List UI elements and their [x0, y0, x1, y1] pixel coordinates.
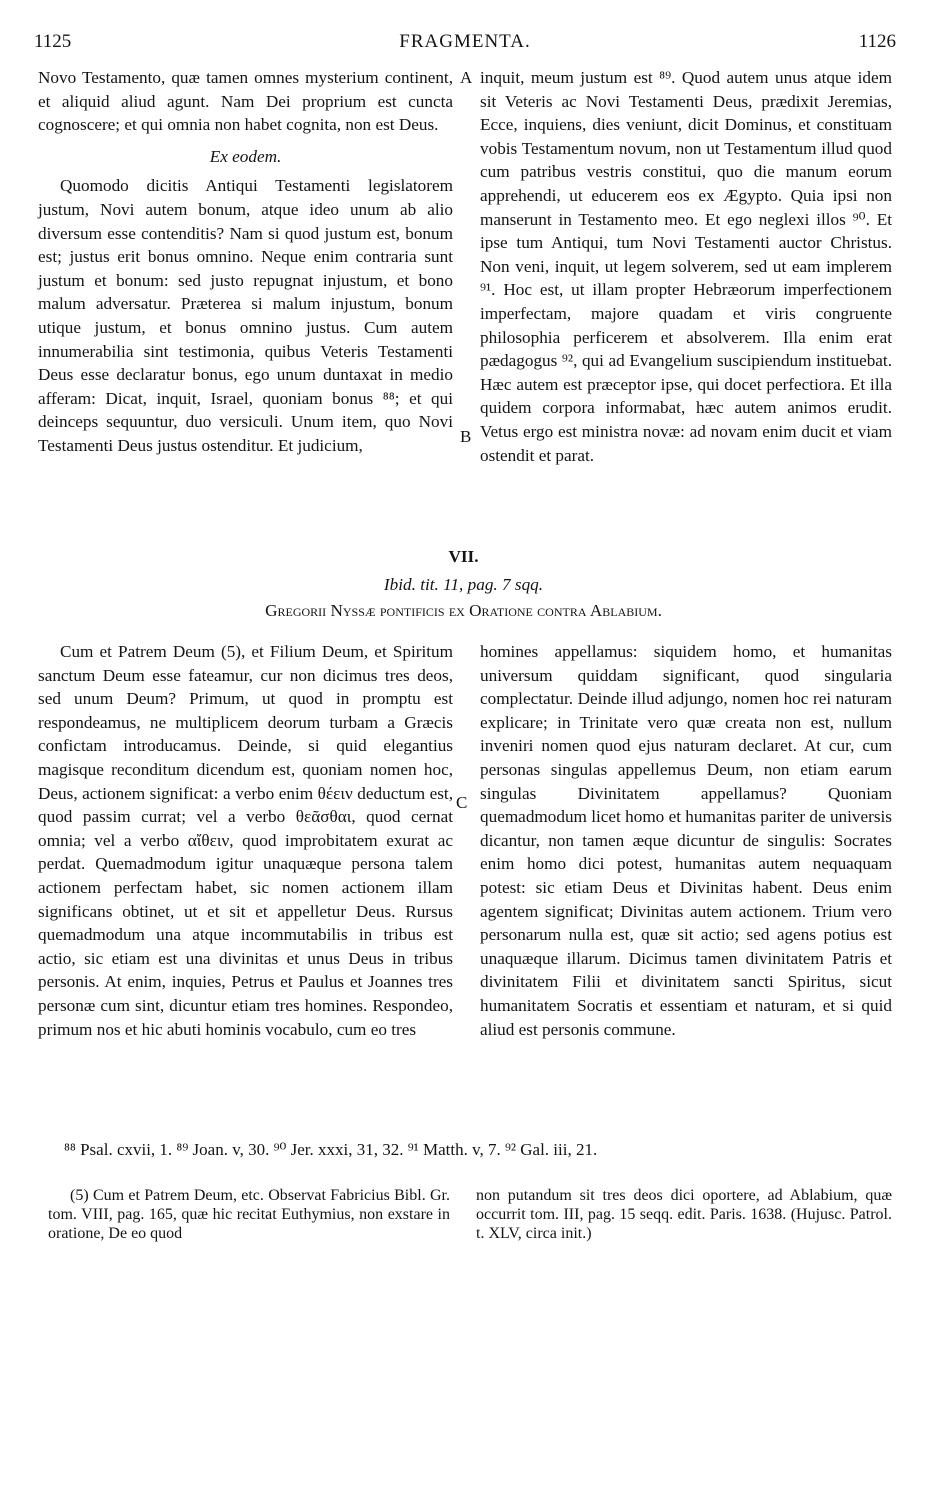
page-number-left: 1125 [34, 31, 72, 52]
page-number-right: 1126 [858, 31, 896, 52]
paragraph: Novo Testamento, quæ tamen omnes mysterium continent, et aliquid aliud agunt. Nam Dei proprium est cuncta cognoscere; et qui omnia non habet cognita, non est Deus. [38, 68, 453, 135]
footnote-left [48, 1186, 450, 1243]
left-column-bottom [38, 640, 453, 1041]
margin-marker-a: A [460, 68, 473, 87]
section-reference: Ibid. tit. 11, pag. 7 sqq. [383, 575, 544, 594]
margin-marker-c: C [456, 793, 468, 812]
footnote-text: non putandum sit tres deos dici oportere, ad Ablabium, quæ occurrit tom. III, pag. 15 seqq. edit. Paris. 1638. (Hujusc. Patrol. t. XLV, circa init.) [476, 1187, 892, 1242]
section-number: VII. [448, 547, 479, 566]
footnote-right [476, 1186, 892, 1243]
paragraph: Quomodo dicitis Antiqui Testamenti legislatorem justum, Novi autem bonum, atque ideo unum ab alio diversum esse contenditis? Nam si quod justum est, bonum est; justus erit bonus omnino. Neque enim contraria sunt justum et bonum: sed justo repugnat injustum, et bono malum adversatur. Præterea si malum injustum, bonum utique justum, et bonus omnino justus. Cum autem innumerabilia sint testimonia, quibus Veteris Testamenti Deus esse declaratur bonus, ego unum duntaxat in medio afferam: Dicat, inquit, Israel, quoniam bonus ⁸⁸; et qui deinceps sequuntur, duo versiculi. Unum item, quo Novi Testamenti Deus justus ostenditur. Et judicium, [38, 176, 453, 455]
right-column-top [480, 66, 892, 467]
paragraph: Cum et Patrem Deum (5), et Filium Deum, et Spiritum sanctum Deum esse fateamur, cur non dicimus tres deos, sed unum Deum? Primum, ut quod in promptu est respondeamus, ne multiplicem deorum turbam a Græcis confictam introducamus. Deinde, si quid elegantius magisque reconditum dicendum est, quoniam nomen hoc, Deus, actionem significat: a verbo enim θέειν deductum est, quod passim currat; vel a verbo θεᾶσθαι, quod cernat omnia; vel a verbo αἴθειν, quod improbitatem exurat ac perdat. Quemadmodum igitur unaquæque persona talem actionem perfectam habet, sic nomen actionem illam significans obtinet, ut et sit et appelletur Deus. Rursus quemadmodum una atque incommutabilis in tribus est actio, sic etiam est una divinitas et unus Deus in tribus personis. At enim, inquies, Petrus et Paulus et Joannes tres personæ cum sint, dicuntur etiam tres homines. Respondeo, primum nos et hic abuti hominis vocabulo, cum eo tres [38, 642, 453, 1039]
section-subheading: Ex eodem. [209, 146, 282, 166]
left-column-top [38, 66, 453, 458]
section-title: Gregorii Nyssæ pontificis ex Oratione contra Ablabium. [265, 601, 662, 620]
paragraph: homines appellamus: siquidem homo, et humanitas universum quiddam significant, quod singularia complectatur. Deinde illud adjungo, nomen hoc rei naturam explicare; in Trinitate vero quæ creata non est, nullum inveniri nomen quod ejus naturam declaret. At cur, cum personas singulas appellemus Deum, non etiam earum singulas Divinitatem appellamus? Quoniam quemadmodum licet homo et humanitas pariter de universis dicantur, non tamen æque dicuntur de singulis: Socrates enim homo dici potest, humanitas autem nequaquam potest: sic etiam Deus et Divinitas habent. Deus enim agentem significat; Divinitas autem actionem. Trium vero personarum nulla est, quæ sit actio; sed agens potius est unaquæque illarum. Dicimus tamen divinitatem Patris et divinitatem Filii et divinitatem sancti Spiritus, sicut humanitatem Socratis et essentiam et naturam, et si quid aliud est personis commune. [480, 642, 892, 1039]
footnote-text: (5) Cum et Patrem Deum, etc. Observat Fabricius Bibl. Gr. tom. VIII, pag. 165, quæ hic recitat Euthymius, non exstare in oratione, De eo quod [48, 1187, 450, 1242]
scripture-notes: ⁸⁸ Psal. cxvii, 1. ⁸⁹ Joan. v, 30. ⁹⁰ Jer. xxxi, 31, 32. ⁹¹ Matth. v, 7. ⁹² Gal. iii, 21. [64, 1140, 598, 1159]
margin-marker-b: B [460, 427, 472, 446]
paragraph: inquit, meum justum est ⁸⁹. Quod autem unus atque idem sit Veteris ac Novi Testamenti Deus, prædixit Jeremias, Ecce, inquiens, dies veniunt, dicit Dominus, et constituam vobis Testamentum novum, non ut Testamentum illud quod cum patribus vestris constitui, quo die manum eorum apprehendi, ut educerem eos ex Ægypto. Quia ipsi non manserunt in Testamento meo. Et ego neglexi illos ⁹⁰. Et ipse tum Antiqui, tum Novi Testamenti auctor Christus. Non veni, inquit, ut legem solverem, sed ut eam implerem ⁹¹. Hoc est, ut illam propter Hebræorum imperfectionem imperfectam, majore quadam et viris congruente philosophia perficerem et absolverem. Illa enim erat pædagogus ⁹², qui ad Evangelium suscipiendum instituebat. Hæc autem est præceptor ipse, qui docet perfectiora. Et illa quidem corpora informabat, hæc autem animos erudit. Vetus ergo est ministra novæ: ad novam enim ducit et viam ostendit et parat. [480, 68, 892, 465]
right-column-bottom [480, 640, 892, 1041]
running-title: FRAGMENTA. [399, 31, 531, 52]
page-header [34, 31, 896, 57]
